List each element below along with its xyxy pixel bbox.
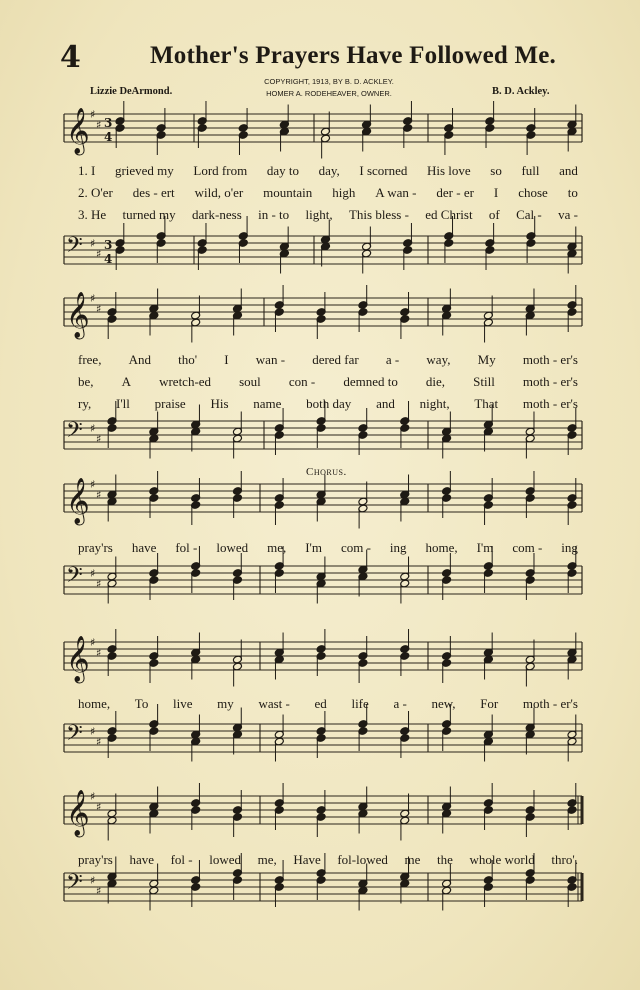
lyric-syllable: name [253, 396, 282, 411]
lyric-syllable: dered far [312, 352, 359, 367]
lyric-syllable: my [217, 696, 234, 711]
lyric-syllable: turned my [122, 207, 176, 222]
sharp-icon: ♯ [96, 735, 102, 749]
lyric-syllable: va - [558, 207, 578, 222]
lyric-syllable: com - [340, 540, 371, 555]
hymn-title: Mother's Prayers Have Followed Me. [150, 42, 556, 69]
lyric-syllable: me, [267, 540, 287, 555]
bass-clef-icon: 𝄢 [66, 418, 83, 448]
sharp-icon: ♯ [90, 790, 96, 803]
lyric-syllable: ed [314, 696, 327, 711]
lyric-syllable: A wan - [375, 185, 417, 200]
lyric-syllable: wild, o'er [194, 185, 244, 200]
lyric-syllable: I [493, 185, 499, 200]
lyric-syllable: live [173, 696, 193, 711]
lyric-syllable: wast - [258, 696, 290, 711]
lyric-syllable: ing [389, 540, 407, 555]
lyric-syllable: soul [239, 374, 261, 389]
lyric-syllable: der - er [436, 185, 474, 200]
lyric-syllable: Have [293, 852, 321, 867]
lyric-syllable: con - [288, 374, 316, 389]
lyric-syllable: night, [419, 396, 450, 411]
sharp-icon: ♯ [90, 725, 96, 738]
lyric-syllable: grieved my [114, 163, 174, 178]
owner-line: HOMER A. RODEHEAVER, OWNER. [266, 89, 392, 98]
lyric-syllable: full [521, 163, 540, 178]
lyric-syllable: lowed [209, 852, 241, 867]
lyric-line [78, 374, 578, 390]
bass-clef-icon: 𝄢 [66, 563, 83, 593]
lyric-syllable: a - [393, 696, 407, 711]
lyric-syllable: home, [425, 540, 458, 555]
lyric-line [78, 852, 578, 868]
lyric-syllable: A [121, 374, 131, 389]
lyric-syllable: I scorned [359, 163, 408, 178]
lyric-syllable: demned to [343, 374, 398, 389]
lyric-syllable: life [351, 696, 369, 711]
lyric-syllable: have [131, 540, 157, 555]
lyric-syllable: wretch-ed [159, 374, 212, 389]
chorus-label: Chorus. [306, 466, 347, 478]
lyric-syllable: I [224, 352, 229, 367]
lyric-syllable: 1. I [78, 163, 96, 178]
lyric-line [78, 207, 578, 223]
sharp-icon: ♯ [96, 247, 102, 261]
lyric-syllable: free, [78, 352, 102, 367]
sharp-icon: ♯ [90, 874, 96, 887]
lyric-syllable: have [129, 852, 154, 867]
lyric-syllable: That [474, 396, 499, 411]
sharp-icon: ♯ [90, 108, 96, 121]
lyric-syllable: whole world [469, 852, 535, 867]
lyric-syllable: I'm [305, 540, 322, 555]
treble-clef-icon: 𝄞 [66, 478, 90, 524]
lyric-syllable: me [404, 852, 421, 867]
sharp-icon: ♯ [90, 478, 96, 491]
lyric-syllable: of [488, 207, 500, 222]
sharp-icon: ♯ [96, 488, 102, 502]
time-signature-top: 3 [104, 116, 113, 130]
lyric-syllable: lowed [216, 540, 249, 555]
lyricist-credit: Lizzie DeArmond. [90, 86, 173, 97]
lyric-syllable: chose [518, 185, 548, 200]
treble-clef-icon: 𝄞 [66, 790, 90, 836]
lyric-syllable: fol - [170, 852, 193, 867]
lyric-syllable: day, [318, 163, 340, 178]
lyric-syllable: way, [426, 352, 451, 367]
lyric-syllable: dark-ness [191, 207, 242, 222]
lyric-line [78, 396, 578, 412]
lyric-syllable: day to [266, 163, 299, 178]
sharp-icon: ♯ [96, 646, 102, 660]
lyric-syllable: And [128, 352, 151, 367]
treble-clef-icon: 𝄞 [66, 108, 90, 154]
sharp-icon: ♯ [96, 302, 102, 316]
lyric-line [78, 163, 578, 179]
sharp-icon: ♯ [90, 636, 96, 649]
lyric-syllable: the [436, 852, 453, 867]
lyric-syllable: new, [431, 696, 456, 711]
lyric-syllable: wan - [255, 352, 286, 367]
sharp-icon: ♯ [90, 237, 96, 250]
sharp-icon: ♯ [90, 567, 96, 580]
copyright-line: COPYRIGHT, 1913, BY B. D. ACKLEY. [264, 77, 394, 86]
sharp-icon: ♯ [90, 292, 96, 305]
lyric-line [78, 696, 578, 712]
lyric-syllable: in - to [258, 207, 290, 222]
lyric-syllable: moth - er's [522, 396, 578, 411]
lyric-syllable: Still [473, 374, 495, 389]
sharp-icon: ♯ [96, 577, 102, 591]
lyric-syllable: pray'rs [78, 852, 113, 867]
lyric-syllable: me, [257, 852, 277, 867]
sharp-icon: ♯ [96, 884, 102, 898]
composer-credit: B. D. Ackley. [492, 86, 550, 97]
treble-clef-icon: 𝄞 [66, 292, 90, 338]
lyric-syllable: be, [78, 374, 94, 389]
lyric-syllable: fol-lowed [337, 852, 388, 867]
lyric-syllable: I'll [116, 396, 130, 411]
sharp-icon: ♯ [96, 432, 102, 446]
lyric-syllable: com - [512, 540, 543, 555]
sharp-icon: ♯ [96, 800, 102, 814]
lyric-syllable: and [376, 396, 395, 411]
hymn-number: 4 [60, 40, 81, 75]
lyric-syllable: pray'rs [78, 540, 113, 555]
lyric-syllable: die, [425, 374, 446, 389]
lyric-syllable: so [490, 163, 502, 178]
sharp-icon: ♯ [90, 422, 96, 435]
lyric-syllable: both day [306, 396, 352, 411]
lyric-line [78, 185, 578, 201]
lyric-syllable: His [210, 396, 229, 411]
lyric-syllable: fol - [175, 540, 198, 555]
lyric-syllable: high [332, 185, 356, 200]
bass-clef-icon: 𝄢 [66, 233, 83, 263]
lyric-syllable: mountain [263, 185, 313, 200]
lyric-syllable: This bless - [348, 207, 409, 222]
sharp-icon: ♯ [96, 118, 102, 132]
lyric-syllable: praise [154, 396, 186, 411]
lyric-syllable: to [567, 185, 578, 200]
lyric-syllable: tho' [178, 352, 198, 367]
lyric-syllable: To [134, 696, 149, 711]
lyric-syllable: 2. O'er [78, 185, 113, 200]
lyric-line [78, 352, 578, 368]
bass-clef-icon: 𝄢 [66, 721, 83, 751]
lyric-syllable: moth - er's [522, 696, 578, 711]
lyric-syllable: des - ert [132, 185, 175, 200]
lyric-syllable: For [480, 696, 499, 711]
lyric-syllable: I'm [476, 540, 494, 555]
time-signature-bottom: 4 [104, 130, 113, 144]
lyric-syllable: ed Christ [425, 207, 473, 222]
lyric-syllable: ry, [78, 396, 92, 411]
lyric-syllable: light, [305, 207, 333, 222]
treble-clef-icon: 𝄞 [66, 636, 90, 682]
lyric-syllable: thro'. [551, 852, 578, 867]
bass-clef-icon: 𝄢 [66, 870, 83, 900]
lyric-syllable: a - [385, 352, 400, 367]
lyric-syllable: home, [78, 696, 111, 711]
lyric-syllable: My [477, 352, 496, 367]
lyric-syllable: Lord from [193, 163, 248, 178]
time-signature-top: 3 [104, 238, 113, 252]
lyric-syllable: 3. He [78, 207, 107, 222]
lyric-syllable: moth - er's [522, 352, 578, 367]
lyric-syllable: His love [426, 163, 471, 178]
lyric-line [78, 540, 578, 556]
lyric-syllable: moth - er's [522, 374, 578, 389]
lyric-syllable: ing [561, 540, 578, 555]
time-signature-bottom: 4 [104, 252, 113, 266]
lyric-syllable: Cal - [516, 207, 542, 222]
lyric-syllable: and [559, 163, 578, 178]
